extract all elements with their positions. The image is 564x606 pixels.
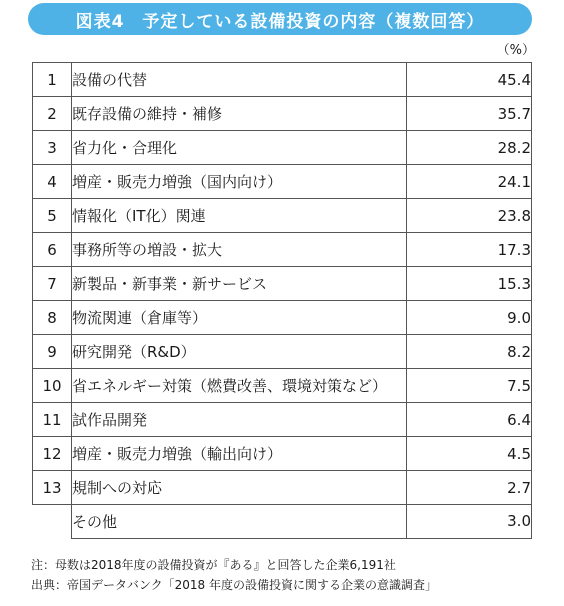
chart-title: 図表4 予定している設備投資の内容（複数回答）	[75, 11, 485, 32]
data-table	[32, 62, 532, 539]
value-cell: 15.3	[407, 267, 532, 301]
table-row	[33, 505, 532, 539]
item-cell: 規制への対応	[72, 471, 407, 505]
table-row	[33, 63, 532, 97]
item-cell: 設備の代替	[72, 63, 407, 97]
table-row	[33, 301, 532, 335]
item-cell: 情報化（IT化）関連	[72, 199, 407, 233]
value-cell: 3.0	[407, 505, 532, 539]
value-cell: 6.4	[407, 403, 532, 437]
table-row	[33, 131, 532, 165]
value-cell: 24.1	[407, 165, 532, 199]
item-cell: 試作品開発	[72, 403, 407, 437]
rank-cell: 8	[33, 301, 72, 335]
table-row	[33, 471, 532, 505]
table-row	[33, 335, 532, 369]
rank-cell: 5	[33, 199, 72, 233]
value-cell: 35.7	[407, 97, 532, 131]
item-cell: 物流関連（倉庫等）	[72, 301, 407, 335]
title-banner	[28, 3, 532, 35]
value-cell: 2.7	[407, 471, 532, 505]
value-cell: 8.2	[407, 335, 532, 369]
value-cell: 4.5	[407, 437, 532, 471]
footnotes	[31, 555, 437, 595]
rank-cell: 4	[33, 165, 72, 199]
rank-cell: 7	[33, 267, 72, 301]
value-cell: 17.3	[407, 233, 532, 267]
table-row	[33, 165, 532, 199]
value-cell: 23.8	[407, 199, 532, 233]
unit-label: （%）	[496, 43, 535, 58]
table-row	[33, 369, 532, 403]
item-cell: 研究開発（R&D）	[72, 335, 407, 369]
value-cell: 9.0	[407, 301, 532, 335]
table-row	[33, 97, 532, 131]
rank-cell: 1	[33, 63, 72, 97]
value-cell: 28.2	[407, 131, 532, 165]
item-cell: 新製品・新事業・新サービス	[72, 267, 407, 301]
rank-cell	[33, 505, 72, 539]
item-cell: 事務所等の増設・拡大	[72, 233, 407, 267]
footnote-source: 出典：帝国データバンク「2018 年度の設備投資に関する企業の意識調査」	[31, 578, 437, 592]
table-row	[33, 199, 532, 233]
table-row	[33, 267, 532, 301]
item-cell: その他	[72, 505, 407, 539]
item-cell: 省力化・合理化	[72, 131, 407, 165]
rank-cell: 13	[33, 471, 72, 505]
value-cell: 7.5	[407, 369, 532, 403]
table-row	[33, 233, 532, 267]
rank-cell: 10	[33, 369, 72, 403]
table-row	[33, 437, 532, 471]
rank-cell: 3	[33, 131, 72, 165]
item-cell: 増産・販売力増強（輸出向け）	[72, 437, 407, 471]
value-cell: 45.4	[407, 63, 532, 97]
table-row	[33, 403, 532, 437]
rank-cell: 9	[33, 335, 72, 369]
item-cell: 既存設備の維持・補修	[72, 97, 407, 131]
rank-cell: 2	[33, 97, 72, 131]
item-cell: 増産・販売力増強（国内向け）	[72, 165, 407, 199]
rank-cell: 11	[33, 403, 72, 437]
footnote-note: 注：母数は2018年度の設備投資が『ある』と回答した企業6,191社	[31, 558, 396, 572]
rank-cell: 6	[33, 233, 72, 267]
item-cell: 省エネルギー対策（燃費改善、環境対策など）	[72, 369, 407, 403]
rank-cell: 12	[33, 437, 72, 471]
